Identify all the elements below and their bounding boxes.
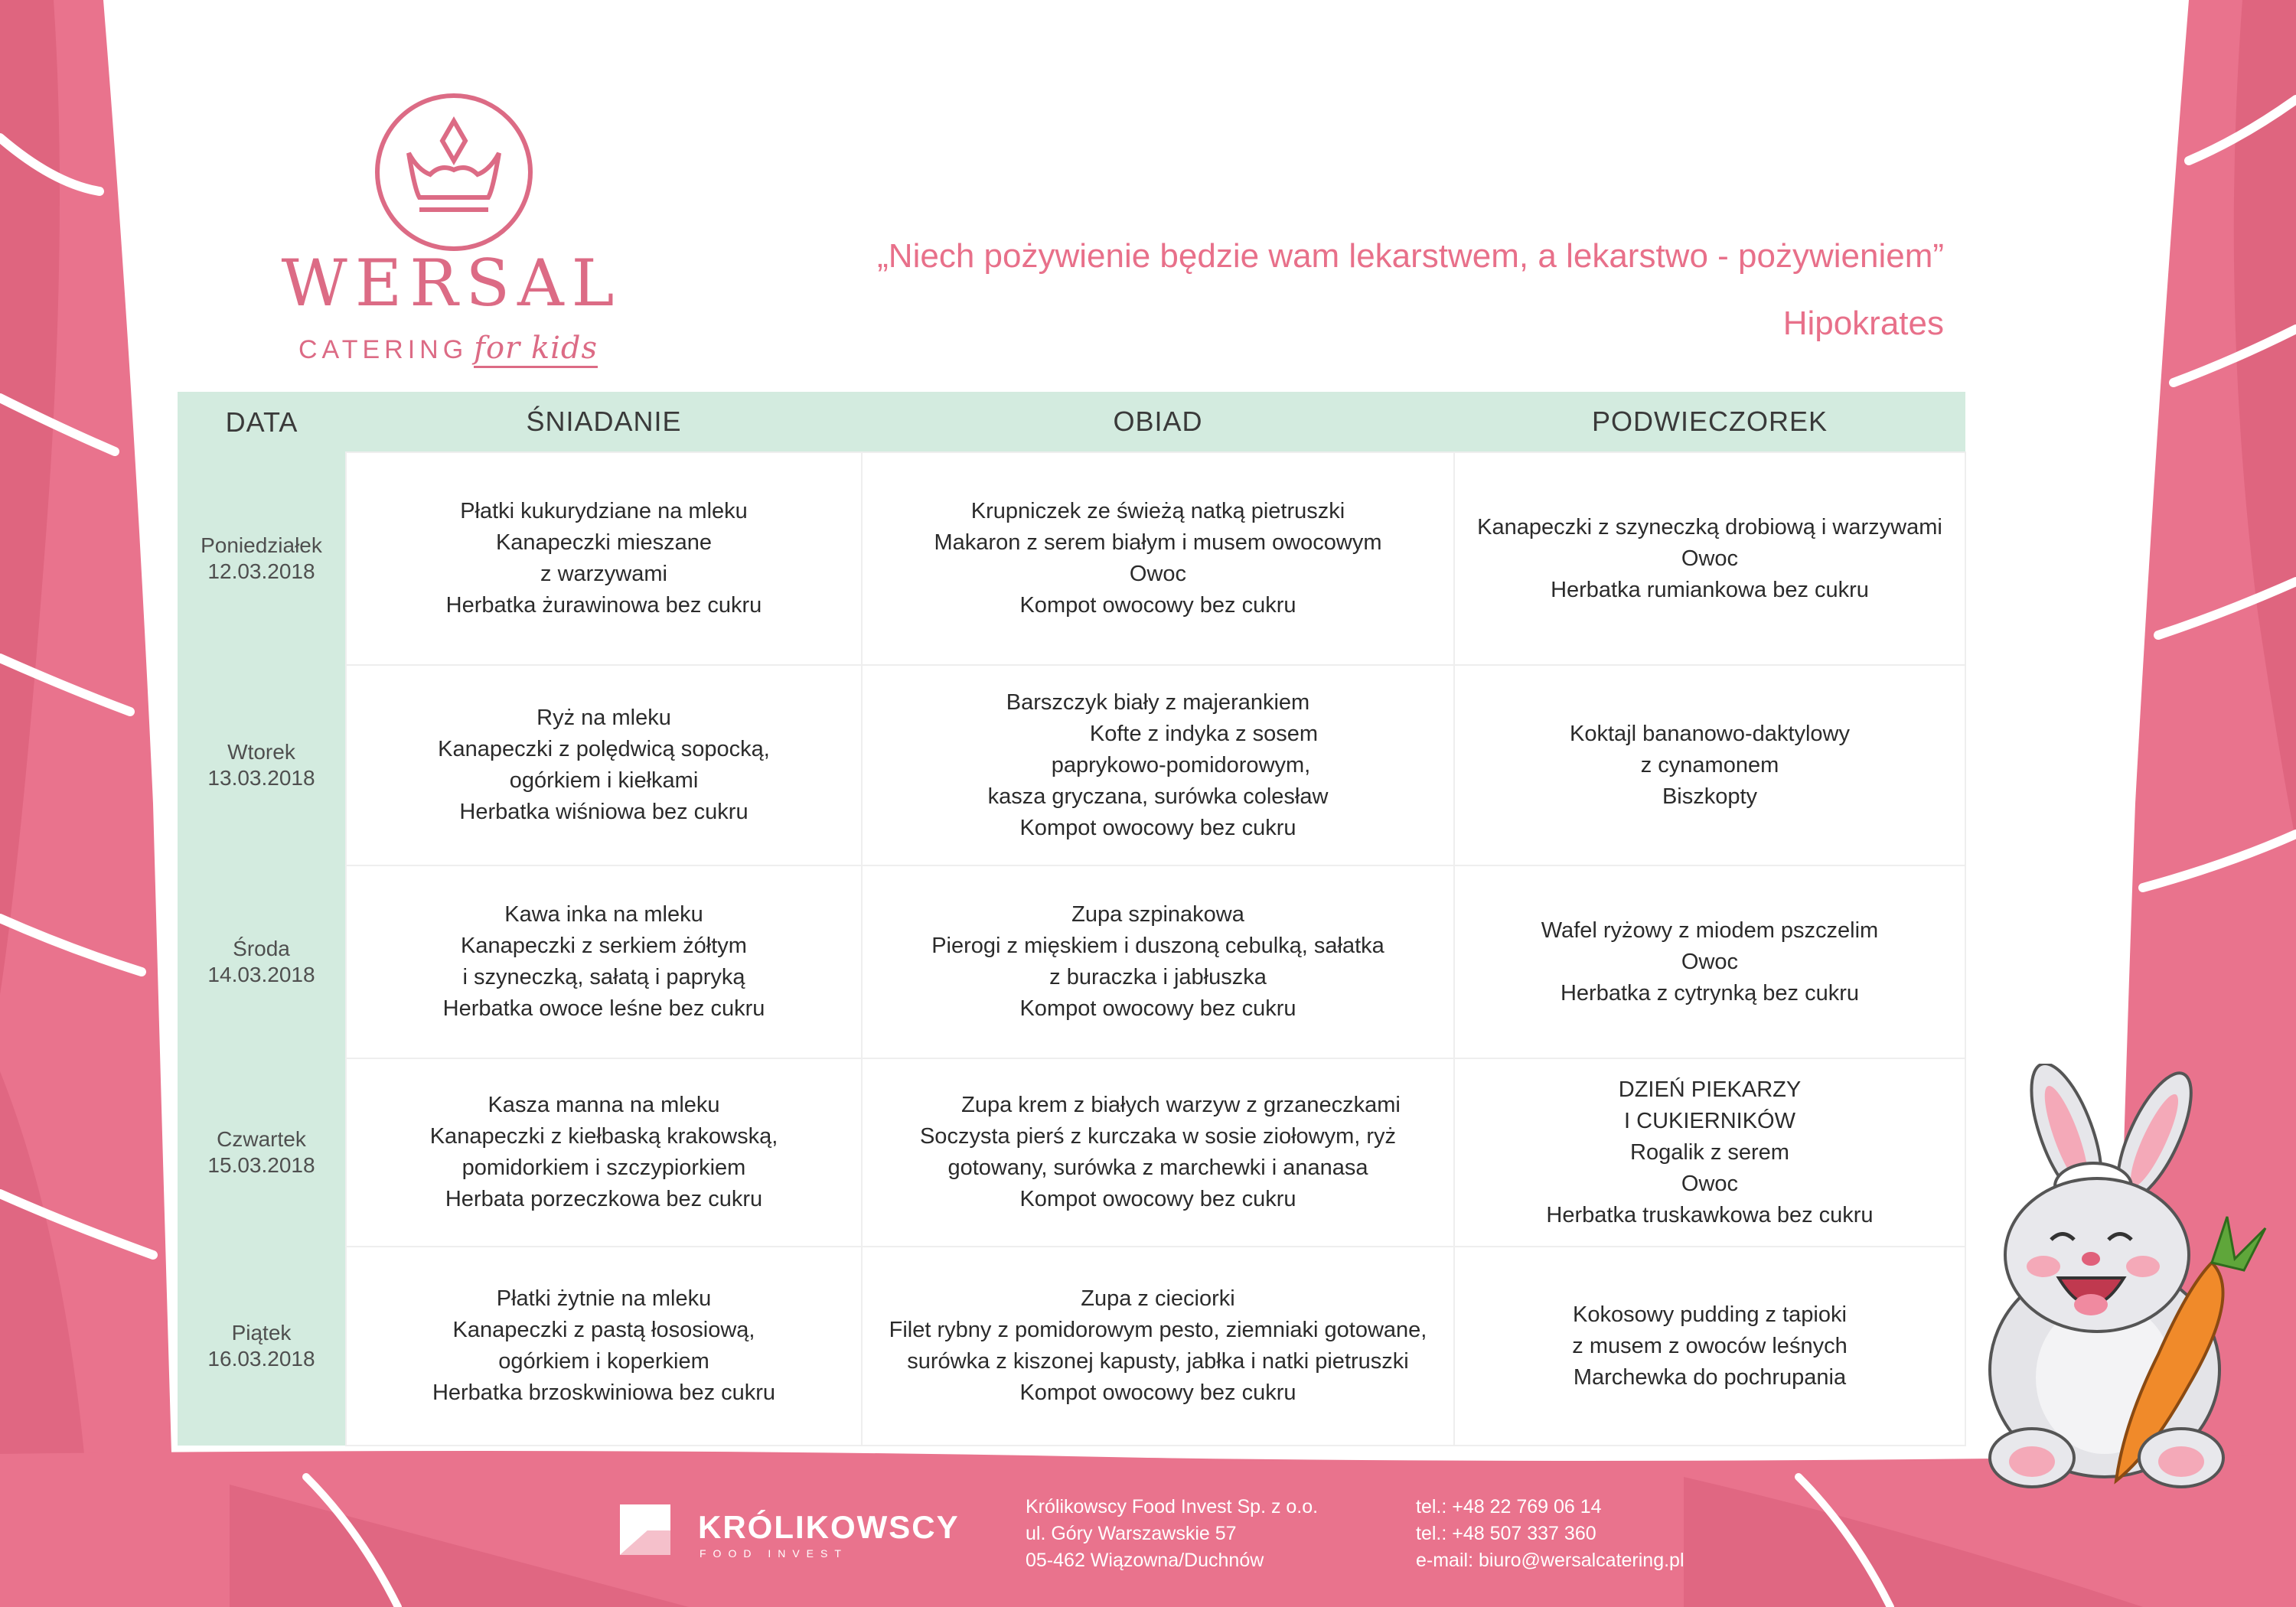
table-row (178, 1247, 1965, 1446)
meal-line: Wafel ryżowy z miodem pszczelim (1541, 918, 1879, 943)
date-cell (178, 665, 346, 865)
header-breakfast: ŚNIADANIE (346, 392, 862, 452)
meal-line: Płatki kukurydziane na mleku (460, 499, 748, 523)
meal-line: Owoc (1129, 562, 1187, 586)
meal-line: Pierogi z mięskiem i duszoną cebulką, sałatka (931, 934, 1384, 958)
meal-line: Owoc (1681, 546, 1739, 571)
footer-city: 05-462 Wiązowna/Duchnów (1026, 1550, 1264, 1571)
menu-table (178, 392, 1966, 1446)
lunch-cell (862, 665, 1454, 865)
meal-line: Kanapeczki z szyneczką drobiową i warzywami (1477, 514, 1942, 539)
meal-line: Herbatka brzoskwiniowa bez cukru (432, 1380, 776, 1405)
brand-subtitle-text: CATERING (298, 335, 468, 364)
meal-line: Herbatka owoce leśne bez cukru (442, 996, 765, 1021)
snack-cell (1454, 452, 1965, 665)
meal-line: z cynamonem (1640, 752, 1779, 777)
meal-line: Soczysta pierś z kurczaka w sosie ziołowym, ryż (919, 1124, 1397, 1149)
lunch-cell (862, 1247, 1454, 1446)
breakfast-cell (346, 1247, 862, 1446)
meal-line: Zupa krem z białych warzyw z grzaneczkami (961, 1093, 1401, 1117)
day-date: 12.03.2018 (207, 559, 315, 583)
meal-line: Kanapeczki z serkiem żółtym (461, 934, 747, 958)
meal-line: Płatki żytnie na mleku (496, 1286, 712, 1311)
day-name: Środa (233, 937, 290, 960)
meal-line: gotowany, surówka z marchewki i ananasa (947, 1156, 1368, 1180)
bunny-mascot-illustration (1959, 1064, 2288, 1492)
meal-line: Rogalik z serem (1630, 1139, 1789, 1165)
date-cell (178, 1058, 346, 1247)
footer-street: ul. Góry Warszawskie 57 (1026, 1523, 1237, 1544)
meal-line: Kasza manna na mleku (488, 1093, 720, 1117)
table-header-row (178, 392, 1965, 452)
table-row (178, 452, 1965, 665)
meal-line: Herbata porzeczkowa bez cukru (445, 1187, 763, 1211)
meal-line: Kanapeczki z pastą łososiową, (452, 1318, 755, 1342)
meal-line: Filet rybny z pomidorowym pesto, ziemniaki gotowane, (889, 1318, 1427, 1342)
meal-line: Kawa inka na mleku (504, 902, 703, 927)
meal-line: Kofte z indyka z sosem (1089, 721, 1319, 746)
snack-cell (1454, 665, 1965, 865)
meal-line: Marchewka do pochrupania (1573, 1364, 1847, 1390)
meal-line: I CUKIERNIKÓW (1624, 1108, 1795, 1133)
footer-company-name: Królikowscy Food Invest Sp. z o.o. (1026, 1496, 1319, 1517)
meal-line: z warzywami (540, 562, 667, 586)
snack-cell (1454, 1058, 1965, 1247)
meal-line: Kanapeczki z kiełbaską krakowską, (429, 1124, 778, 1149)
footer-brand: KRÓLIKOWSCY (698, 1509, 960, 1545)
meal-line: surówka z kiszonej kapusty, jabłka i natki pietruszki (907, 1349, 1409, 1374)
meal-line: Herbatka truskawkowa bez cukru (1546, 1202, 1874, 1227)
day-date: 13.03.2018 (207, 766, 315, 790)
footer-contact (1416, 1494, 1684, 1574)
meal-line: Zupa szpinakowa (1071, 902, 1244, 927)
snack-cell (1454, 865, 1965, 1058)
breakfast-cell (346, 665, 862, 865)
footer-phone-1[interactable]: tel.: +48 22 769 06 14 (1416, 1496, 1602, 1517)
lunch-cell (862, 1058, 1454, 1247)
footer-phone-2[interactable]: tel.: +48 507 337 360 (1416, 1523, 1596, 1544)
brand-subtitle-script: for kids (474, 331, 598, 368)
date-cell (178, 1247, 346, 1446)
header-date: DATA (178, 392, 346, 452)
meal-line: z buraczka i jabłuszka (1049, 965, 1267, 989)
meal-line: Kompot owocowy bez cukru (1019, 593, 1296, 618)
table-row (178, 1058, 1965, 1247)
meal-line: Owoc (1681, 1171, 1739, 1196)
meal-line: Ryż na mleku (536, 706, 671, 730)
day-date: 14.03.2018 (207, 963, 315, 986)
day-name: Czwartek (217, 1127, 306, 1151)
lunch-cell (862, 865, 1454, 1058)
meal-line: Kompot owocowy bez cukru (1019, 815, 1296, 840)
meal-line: Koktajl bananowo-daktylowy (1570, 721, 1850, 746)
meal-line: Herbatka żurawinowa bez cukru (445, 593, 762, 618)
meal-line: Biszkopty (1662, 784, 1758, 809)
footer-email[interactable]: e-mail: biuro@wersalcatering.pl (1416, 1550, 1684, 1571)
breakfast-cell (346, 452, 862, 665)
quote-author: Hipokrates (1782, 305, 1944, 342)
date-cell (178, 865, 346, 1058)
meal-line: Kompot owocowy bez cukru (1019, 1380, 1296, 1405)
header-snack: PODWIECZOREK (1454, 392, 1965, 452)
snack-cell (1454, 1247, 1965, 1446)
meal-line: Makaron z serem białym i musem owocowym (934, 530, 1382, 555)
meal-line: i szyneczką, sałatą i papryką (462, 965, 745, 989)
meal-line: paprykowo-pomidorowym, (1051, 752, 1311, 777)
day-name: Piątek (231, 1321, 292, 1345)
lunch-cell (862, 452, 1454, 665)
day-date: 15.03.2018 (207, 1153, 315, 1177)
day-name: Wtorek (227, 740, 295, 764)
krolikowscy-logo-icon (617, 1501, 673, 1558)
footer-company-address (1026, 1494, 1318, 1574)
meal-line: Kanapeczki z polędwicą sopocką, (438, 737, 770, 761)
logo-emblem (372, 90, 536, 254)
meal-line: Krupniczek ze świeżą natką pietruszki (970, 499, 1345, 523)
meal-line: Owoc (1681, 949, 1739, 974)
date-cell (178, 452, 346, 665)
meal-line: Herbatka rumiankowa bez cukru (1551, 577, 1869, 602)
breakfast-cell (346, 1058, 862, 1247)
meal-line: Zupa z cieciorki (1081, 1286, 1235, 1311)
meal-line: kasza gryczana, surówka colesław (987, 784, 1329, 809)
meal-line: pomidorkiem i szczypiorkiem (461, 1156, 746, 1180)
meal-line: DZIEŃ PIEKARZY (1618, 1077, 1802, 1102)
footer-brand-sub: FOOD INVEST (700, 1547, 848, 1560)
meal-line: Kompot owocowy bez cukru (1019, 996, 1296, 1021)
meal-line: z musem z owoców leśnych (1572, 1333, 1848, 1358)
meal-line: ogórkiem i kiełkami (509, 768, 699, 793)
meal-line: Herbatka z cytrynką bez cukru (1560, 980, 1860, 1006)
brand-subtitle (298, 331, 628, 376)
meal-line: Herbatka wiśniowa bez cukru (459, 800, 748, 824)
quote-text: „Niech pożywienie będzie wam lekarstwem, a lekarstwo - pożywieniem” (877, 237, 1944, 275)
table-row (178, 665, 1965, 865)
meal-line: ogórkiem i koperkiem (498, 1349, 709, 1374)
day-date: 16.03.2018 (207, 1347, 315, 1371)
brand-name: WERSAL (281, 246, 622, 321)
meal-line: Kokosowy pudding z tapioki (1573, 1302, 1847, 1327)
breakfast-cell (346, 865, 862, 1058)
header-lunch: OBIAD (862, 392, 1454, 452)
meal-line: Kompot owocowy bez cukru (1019, 1187, 1296, 1211)
meal-line: Barszczyk biały z majerankiem (1006, 689, 1310, 715)
day-name: Poniedziałek (201, 533, 322, 557)
meal-line: Kanapeczki mieszane (495, 530, 713, 555)
table-row (178, 865, 1965, 1058)
